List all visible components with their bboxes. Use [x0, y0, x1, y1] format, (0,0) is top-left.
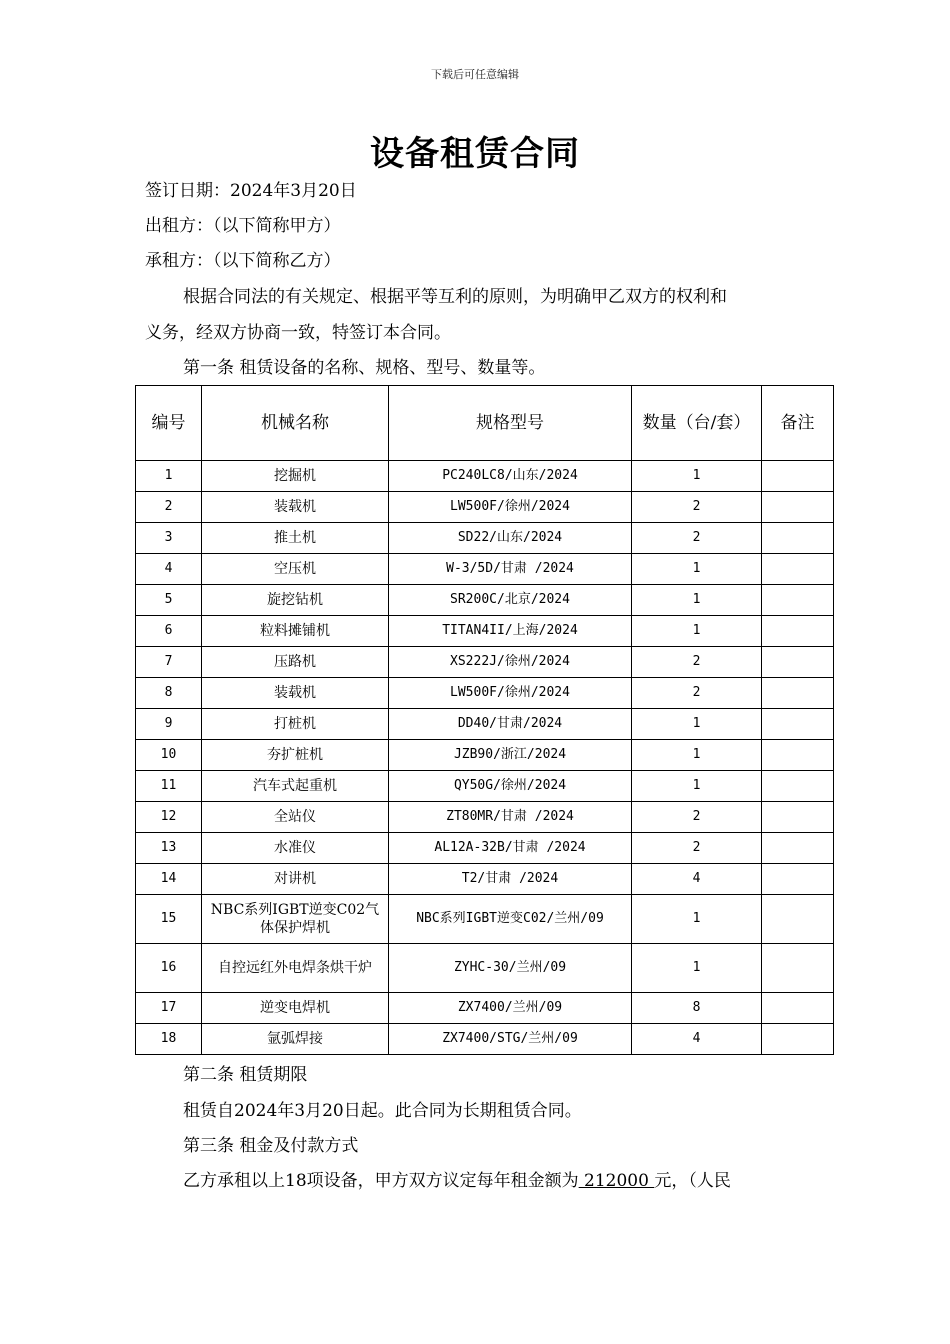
cell-name: 空压机: [202, 554, 389, 585]
article-3-body: [183, 1166, 731, 1191]
cell-spec: QY50G/徐州/2024: [389, 771, 632, 802]
table-row: [136, 802, 834, 833]
table-row: [136, 616, 834, 647]
cell-note: [762, 616, 834, 647]
cell-note: [762, 833, 834, 864]
cell-name: 对讲机: [202, 864, 389, 895]
sign-date: 签订日期：2024年3月20日: [145, 181, 357, 201]
cell-spec: XS222J/徐州/2024: [389, 647, 632, 678]
cell-qty: 1: [632, 944, 762, 993]
cell-note: [762, 523, 834, 554]
col-header-spec: 规格型号: [389, 386, 632, 461]
cell-note: [762, 1024, 834, 1055]
cell-name: 粒料摊铺机: [202, 616, 389, 647]
cell-name: 自控远红外电焊条烘干炉: [202, 944, 389, 993]
cell-qty: 1: [632, 895, 762, 944]
col-header-note: 备注: [762, 386, 834, 461]
cell-note: [762, 740, 834, 771]
table-row: [136, 709, 834, 740]
cell-spec: ZT80MR/甘肃 /2024: [389, 802, 632, 833]
table-row: [136, 944, 834, 993]
table-row: [136, 585, 834, 616]
cell-qty: 8: [632, 993, 762, 1024]
cell-no: 6: [136, 616, 202, 647]
cell-qty: 2: [632, 647, 762, 678]
cell-name: 旋挖钻机: [202, 585, 389, 616]
cell-no: 2: [136, 492, 202, 523]
cell-no: 14: [136, 864, 202, 895]
article-3-text-pre: 乙方承租以上18项设备，甲方双方议定每年租金额为: [183, 1171, 579, 1191]
cell-spec: DD40/甘肃/2024: [389, 709, 632, 740]
cell-no: 5: [136, 585, 202, 616]
cell-note: [762, 678, 834, 709]
cell-spec: SR200C/北京/2024: [389, 585, 632, 616]
cell-spec: ZX7400/兰州/09: [389, 993, 632, 1024]
cell-qty: 2: [632, 833, 762, 864]
table-row: [136, 993, 834, 1024]
cell-note: [762, 944, 834, 993]
cell-note: [762, 492, 834, 523]
col-header-no: 编号: [136, 386, 202, 461]
cell-name: 逆变电焊机: [202, 993, 389, 1024]
cell-name: 挖掘机: [202, 461, 389, 492]
cell-spec: JZB90/浙江/2024: [389, 740, 632, 771]
cell-spec: AL12A-32B/甘肃 /2024: [389, 833, 632, 864]
lessor-line: 出租方：（以下简称甲方）: [145, 216, 341, 236]
table-row: [136, 740, 834, 771]
cell-qty: 1: [632, 740, 762, 771]
article-2-heading: 第二条 租赁期限: [183, 1065, 308, 1085]
cell-no: 9: [136, 709, 202, 740]
cell-qty: 2: [632, 678, 762, 709]
cell-spec: LW500F/徐州/2024: [389, 678, 632, 709]
cell-note: [762, 585, 834, 616]
document-title: 设备租赁合同: [370, 134, 580, 174]
cell-name: 全站仪: [202, 802, 389, 833]
cell-name: 夯扩桩机: [202, 740, 389, 771]
table-row: [136, 895, 834, 944]
cell-spec: SD22/山东/2024: [389, 523, 632, 554]
cell-qty: 2: [632, 802, 762, 833]
cell-name: 推土机: [202, 523, 389, 554]
cell-note: [762, 554, 834, 585]
cell-no: 11: [136, 771, 202, 802]
col-header-qty: 数量（台/套）: [632, 386, 762, 461]
cell-qty: 1: [632, 771, 762, 802]
cell-qty: 2: [632, 523, 762, 554]
article-2-body: 租赁自2024年3月20日起。此合同为长期租赁合同。: [183, 1101, 582, 1121]
table-row: [136, 864, 834, 895]
cell-no: 1: [136, 461, 202, 492]
cell-spec: LW500F/徐州/2024: [389, 492, 632, 523]
cell-qty: 1: [632, 554, 762, 585]
cell-qty: 4: [632, 864, 762, 895]
article-3-text-post: 元，（人民: [654, 1171, 731, 1191]
cell-qty: 1: [632, 616, 762, 647]
lessee-line: 承租方：（以下简称乙方）: [145, 251, 341, 271]
intro-line-1: 根据合同法的有关规定、根据平等互利的原则，为明确甲乙双方的权利和: [183, 287, 727, 307]
header-note: 下载后可任意编辑: [431, 68, 519, 81]
article-3-heading: 第三条 租金及付款方式: [183, 1136, 359, 1156]
table-row: [136, 1024, 834, 1055]
cell-name: 打桩机: [202, 709, 389, 740]
cell-spec: NBC系列IGBT逆变C02/兰州/09: [389, 895, 632, 944]
cell-no: 10: [136, 740, 202, 771]
cell-note: [762, 864, 834, 895]
cell-qty: 1: [632, 461, 762, 492]
cell-name: 装载机: [202, 492, 389, 523]
table-row: [136, 771, 834, 802]
cell-note: [762, 993, 834, 1024]
cell-spec: TITAN4II/上海/2024: [389, 616, 632, 647]
cell-no: 17: [136, 993, 202, 1024]
table-row: [136, 554, 834, 585]
cell-note: [762, 709, 834, 740]
col-header-name: 机械名称: [202, 386, 389, 461]
cell-name: 汽车式起重机: [202, 771, 389, 802]
cell-spec: ZX7400/STG/兰州/09: [389, 1024, 632, 1055]
cell-qty: 2: [632, 492, 762, 523]
table-row: [136, 523, 834, 554]
cell-no: 7: [136, 647, 202, 678]
cell-name: 氩弧焊接: [202, 1024, 389, 1055]
cell-no: 4: [136, 554, 202, 585]
cell-qty: 1: [632, 585, 762, 616]
cell-no: 13: [136, 833, 202, 864]
cell-no: 3: [136, 523, 202, 554]
cell-name: 水准仪: [202, 833, 389, 864]
cell-no: 18: [136, 1024, 202, 1055]
cell-spec: T2/甘肃 /2024: [389, 864, 632, 895]
table-row: [136, 492, 834, 523]
table-header-row: [136, 386, 834, 461]
cell-no: 15: [136, 895, 202, 944]
cell-no: 16: [136, 944, 202, 993]
table-row: [136, 833, 834, 864]
cell-spec: ZYHC-30/兰州/09: [389, 944, 632, 993]
cell-note: [762, 647, 834, 678]
rent-amount: 212000: [578, 1171, 655, 1191]
cell-note: [762, 802, 834, 833]
cell-note: [762, 771, 834, 802]
table-row: [136, 461, 834, 492]
cell-note: [762, 461, 834, 492]
cell-qty: 4: [632, 1024, 762, 1055]
article-1-heading: 第一条 租赁设备的名称、规格、型号、数量等。: [183, 358, 546, 378]
cell-no: 8: [136, 678, 202, 709]
cell-name: 压路机: [202, 647, 389, 678]
cell-spec: W-3/5D/甘肃 /2024: [389, 554, 632, 585]
cell-no: 12: [136, 802, 202, 833]
equipment-table: [135, 385, 834, 1055]
cell-spec: PC240LC8/山东/2024: [389, 461, 632, 492]
cell-name: 装载机: [202, 678, 389, 709]
cell-qty: 1: [632, 709, 762, 740]
intro-line-2: 义务，经双方协商一致，特签订本合同。: [145, 323, 451, 343]
table-row: [136, 678, 834, 709]
cell-note: [762, 895, 834, 944]
table-row: [136, 647, 834, 678]
cell-name: NBC系列IGBT逆变C02气体保护焊机: [202, 895, 389, 944]
